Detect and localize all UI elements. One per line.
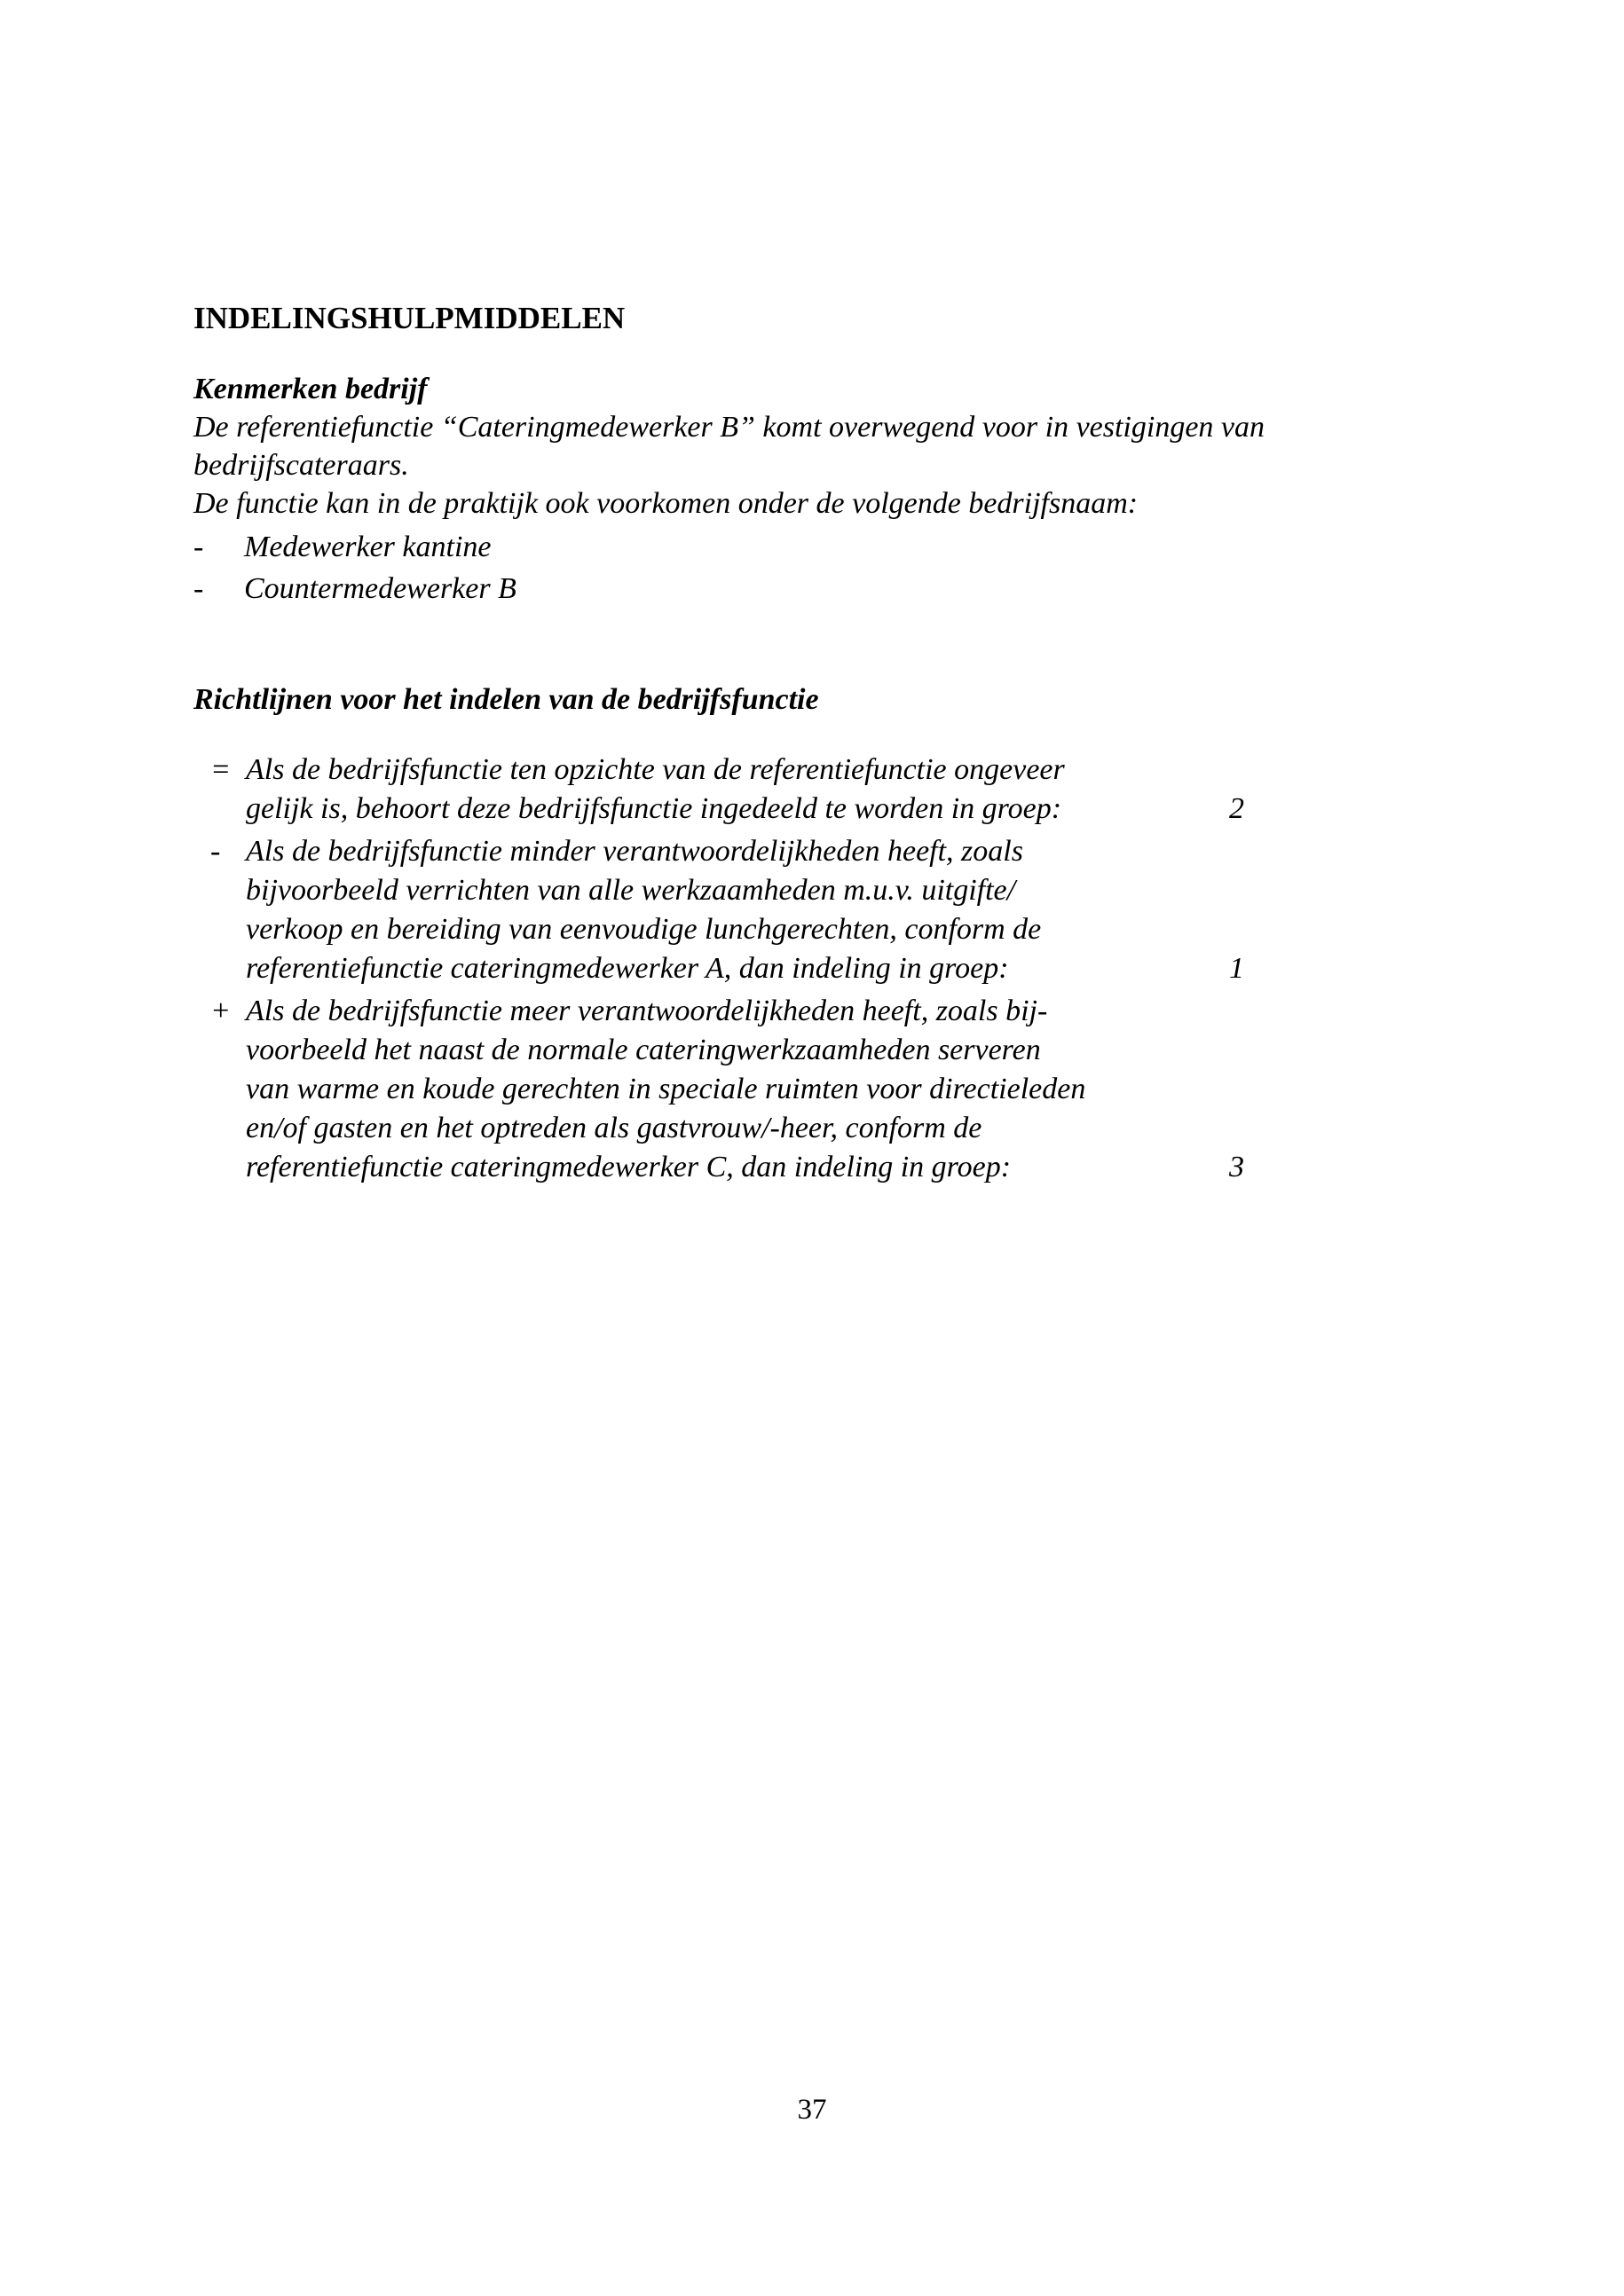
paragraph-line: De functie kan in de praktijk ook voorkomen onder de volgende bedrijfsnaam:	[193, 487, 1139, 520]
guideline-line: en/of gasten en het optreden als gastvrouw/-heer, conform de	[246, 1112, 982, 1144]
guideline-item	[210, 751, 1244, 829]
equals-marker: =	[210, 753, 231, 786]
guideline-text	[246, 751, 1244, 829]
company-name-list	[193, 526, 1624, 609]
page-title: INDELINGSHULPMIDDELEN	[193, 301, 626, 335]
guideline-text	[246, 832, 1244, 988]
guideline-line: verkoop en bereiding van eenvoudige lunchgerechten, conform de	[246, 913, 1042, 946]
bullet-text: Countermedewerker B	[244, 572, 516, 605]
page-number: 37	[797, 2094, 827, 2126]
group-number: 1	[1229, 952, 1244, 985]
guideline-line: van warme en koude gerechten in speciale ruimten voor directieleden	[246, 1073, 1086, 1105]
list-item	[193, 526, 1624, 568]
richtlijnen-heading: Richtlijnen voor het indelen van de bedrijfsfunctie	[193, 683, 819, 716]
guideline-item	[210, 992, 1244, 1187]
list-item	[193, 568, 1624, 609]
plus-marker: +	[210, 995, 231, 1027]
bullet-text: Medewerker kantine	[244, 531, 492, 563]
kenmerken-paragraph	[193, 408, 1624, 523]
kenmerken-heading: Kenmerken bedrijf	[193, 373, 428, 405]
paragraph-line: bedrijfscateraars.	[193, 449, 409, 482]
dash-marker: -	[193, 572, 204, 605]
group-number: 3	[1229, 1151, 1244, 1183]
paragraph-line: De referentiefunctie “Cateringmedewerker B” komt overwegend voor in vestigingen van	[193, 411, 1265, 444]
guideline-line: Als de bedrijfsfunctie ten opzichte van de referentiefunctie ongeveer	[246, 753, 1065, 786]
guideline-line: referentiefunctie cateringmedewerker C, dan indeling in groep:	[246, 1151, 1012, 1183]
dash-marker: -	[193, 531, 204, 563]
section-richtlijnen	[193, 680, 1624, 1187]
minus-marker: -	[210, 835, 221, 868]
guideline-line: gelijk is, behoort deze bedrijfsfunctie ingedeeld te worden in groep:	[246, 792, 1062, 825]
guideline-item	[210, 832, 1244, 988]
guideline-line: referentiefunctie cateringmedewerker A, dan indeling in groep:	[246, 952, 1009, 985]
guideline-text	[246, 992, 1244, 1187]
guideline-line: bijvoorbeeld verrichten van alle werkzaamheden m.u.v. uitgifte/	[246, 874, 1016, 907]
section-kenmerken	[193, 370, 1624, 609]
guideline-line: Als de bedrijfsfunctie minder verantwoordelijkheden heeft, zoals	[246, 835, 1023, 868]
group-number: 2	[1229, 792, 1244, 825]
guideline-line: Als de bedrijfsfunctie meer verantwoordelijkheden heeft, zoals bij-	[246, 995, 1048, 1027]
guideline-line: voorbeeld het naast de normale cateringwerkzaamheden serveren	[246, 1034, 1041, 1066]
